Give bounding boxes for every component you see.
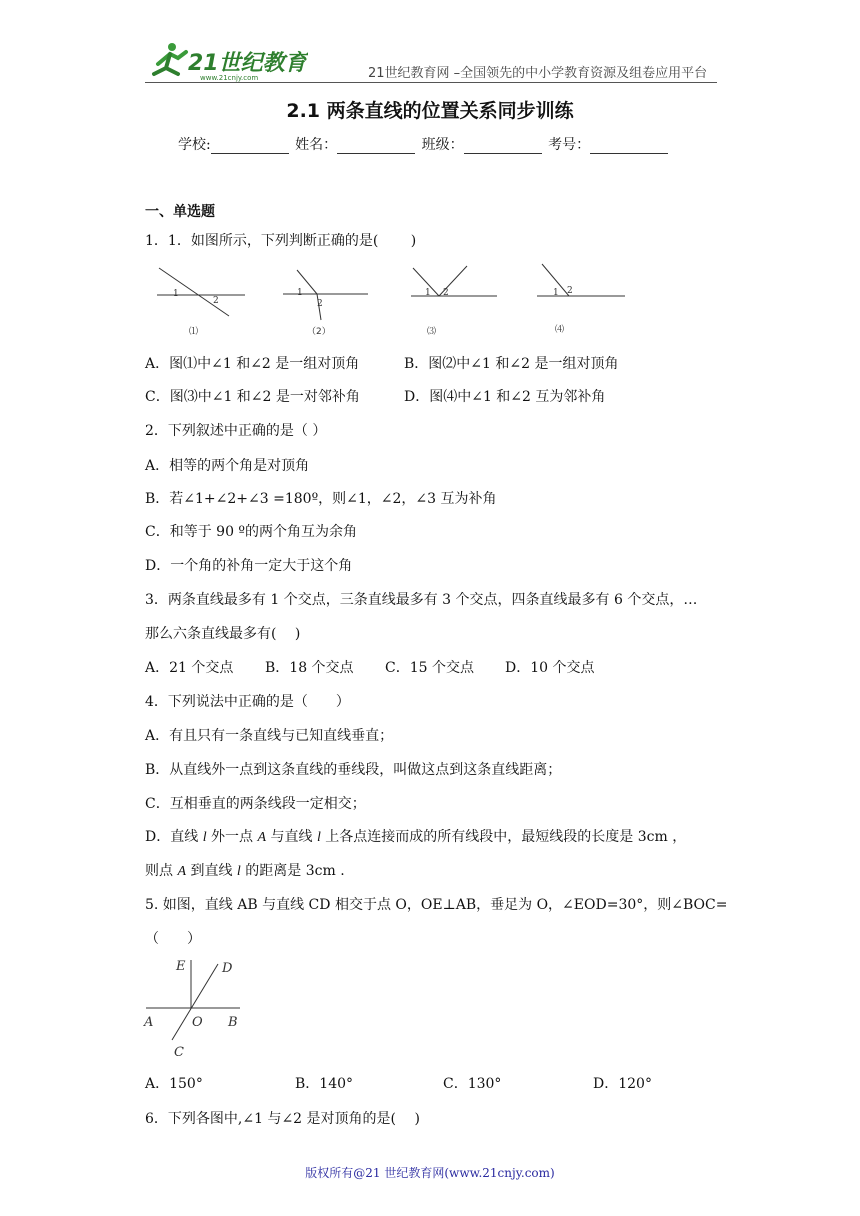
q1-figure-4 (537, 264, 625, 335)
q4-d-text4: 上各点连接而成的所有线段中，最短线段的长度是 (325, 829, 634, 845)
q1-fig4-angle2: 2 (567, 286, 573, 296)
q3-option-a: A．21 个交点 (145, 660, 234, 676)
q2-option-d: D．一个角的补角一定大于这个角 (145, 558, 353, 574)
q4-d-text9: . (340, 863, 345, 879)
q1-fig2-angle2: 2 (317, 299, 323, 309)
name-blank[interactable] (337, 139, 415, 154)
q1-fig3-label: ⑶ (427, 327, 437, 337)
class-blank[interactable] (464, 139, 542, 154)
class-label: 班级： (421, 137, 464, 153)
q1-fig4-angle1: 1 (553, 288, 559, 298)
q5-point-c: C (174, 1045, 184, 1060)
q1-option-a: A．图⑴中∠1 和∠2 是一组对顶角 (145, 356, 360, 372)
q5-stem-line2: （ ） (145, 931, 201, 947)
q4-option-d-line2 (145, 860, 345, 880)
q1-figures (145, 258, 645, 340)
q4-d-val: 3cm (637, 829, 668, 845)
q6-stem: 6．下列各图中,∠1 与∠2 是对顶角的是( ) (145, 1111, 420, 1127)
q4-d-var-l-2: l (316, 830, 321, 845)
page-footer: 版权所有@21 世纪教育网(www.21cnjy.com) (305, 1166, 555, 1180)
q3-stem-line1: 3．两条直线最多有 1 个交点，三条直线最多有 3 个交点，四条直线最多有 6 个交点，… (145, 592, 698, 608)
q2-option-a: A．相等的两个角是对顶角 (145, 458, 310, 474)
q4-d-text7: 到直线 (190, 863, 233, 879)
q1-figure-3 (411, 266, 497, 337)
logo-url: www.21cnjy.com (200, 74, 259, 82)
q4-d-var-l: l (202, 830, 207, 845)
q4-option-b: B．从直线外一点到这条直线的垂线段，叫做这点到这条直线距离； (145, 762, 562, 778)
q5-point-b: B (228, 1015, 238, 1030)
q5-option-b: B．140° (295, 1076, 354, 1092)
q4-d-var-a: A (257, 830, 267, 845)
school-blank[interactable] (211, 139, 289, 154)
q4-d-val-2: 3cm (305, 863, 336, 879)
site-slogan: 21世纪教育网 –全国领先的中小学教育资源及组卷应用平台 (368, 66, 708, 81)
q4-d-text2: 外一点 (211, 829, 254, 845)
q4-d-text6: 则点 (145, 863, 173, 879)
q5-point-o: O (192, 1015, 203, 1030)
q1-fig2-label: （2） (307, 327, 331, 337)
header-divider (145, 82, 717, 83)
exam-no-blank[interactable] (590, 139, 668, 154)
q1-option-b: B．图⑵中∠1 和∠2 是一组对顶角 (404, 356, 619, 372)
q5-point-e: E (176, 959, 186, 974)
q4-d-text3: 与直线 (270, 829, 313, 845)
q4-option-a: A．有且只有一条直线与已知直线垂直； (145, 728, 394, 744)
q4-d-text5: ， (672, 829, 687, 845)
q4-option-c: C．互相垂直的两条线段一定相交； (145, 796, 366, 812)
q3-option-c: C．15 个交点 (385, 660, 474, 676)
q5-stem-line1: 5. 如图，直线 AB 与直线 CD 相交于点 O，OE⊥AB，垂足为 O，∠EOD=30°，则∠BOC= (145, 897, 728, 913)
q1-fig1-angle1: 1 (173, 289, 179, 299)
q2-option-b: B．若∠1+∠2+∠3 =180º，则∠1，∠2，∠3 互为补角 (145, 491, 497, 507)
site-logo (148, 40, 308, 82)
q3-option-d: D．10 个交点 (505, 660, 595, 676)
logo-text: 21世纪教育 (188, 51, 307, 76)
q1-fig1-angle2: 2 (213, 296, 219, 306)
q1-stem: 1．1．如图所示，下列判断正确的是( ) (145, 233, 417, 249)
q4-d-var-a-2: A (177, 864, 187, 879)
q5-point-d: D (222, 961, 233, 976)
q3-option-b: B．18 个交点 (265, 660, 354, 676)
q2-option-c: C．和等于 90 º的两个角互为余角 (145, 524, 358, 540)
q4-d-text8: 的距离是 (245, 863, 302, 879)
q4-d-var-l-3: l (236, 864, 241, 879)
q1-fig4-label: ⑷ (555, 325, 565, 335)
q5-point-a: A (144, 1015, 154, 1030)
school-label: 学校: (178, 137, 211, 153)
section-heading: 一、单选题 (145, 204, 215, 220)
q3-stem-line2: 那么六条直线最多有( ) (145, 626, 301, 642)
name-label: 姓名： (295, 137, 338, 153)
q2-stem: 2．下列叙述中正确的是（ ） (145, 423, 327, 439)
q4-option-d-line1 (145, 826, 686, 846)
q5-option-c: C．130° (443, 1076, 502, 1092)
q5-option-a: A．150° (145, 1076, 203, 1092)
q5-figure (140, 952, 250, 1062)
q1-option-d: D．图⑷中∠1 和∠2 互为邻补角 (404, 389, 606, 405)
q1-option-c: C．图⑶中∠1 和∠2 是一对邻补角 (145, 389, 360, 405)
exam-no-label: 考号： (548, 137, 591, 153)
q4-d-text1: D．直线 (145, 829, 199, 845)
q1-figure-1 (157, 268, 245, 337)
q5-option-d: D．120° (593, 1076, 652, 1092)
page-title: 2.1 两条直线的位置关系同步训练 (286, 100, 574, 122)
q1-fig3-angle2: 2 (443, 288, 449, 298)
student-info-row (178, 134, 670, 154)
q1-fig1-label: ⑴ (189, 327, 199, 337)
q1-figure-2 (283, 270, 368, 337)
q4-stem: 4．下列说法中正确的是（ ） (145, 694, 350, 710)
q1-fig2-angle1: 1 (297, 288, 303, 298)
q1-fig3-angle1: 1 (425, 288, 431, 298)
